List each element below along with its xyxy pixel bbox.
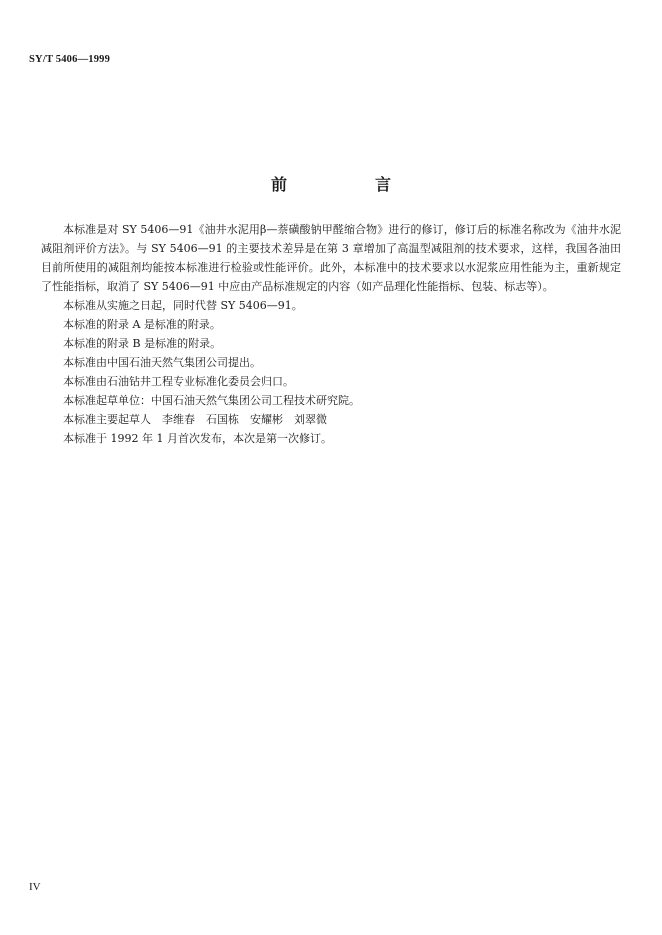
foreword-line-drafting-unit: 本标准起草单位：中国石油天然气集团公司工程技术研究院。 xyxy=(63,394,360,407)
foreword-line-appendix-b: 本标准的附录 B 是标准的附录。 xyxy=(63,337,222,350)
page-title: 前 言 xyxy=(270,175,427,194)
foreword-body xyxy=(41,220,621,448)
foreword-line-drafters: 本标准主要起草人 李维春 石国栋 安耀彬 刘翠微 xyxy=(63,413,327,426)
foreword-line-proposed-by: 本标准由中国石油天然气集团公司提出。 xyxy=(63,356,261,369)
foreword-line-appendix-a: 本标准的附录 A 是标准的附录。 xyxy=(63,318,221,331)
foreword-line-history: 本标准于 1992 年 1 月首次发布，本次是第一次修订。 xyxy=(63,432,332,445)
document-code-header: SY/T 5406—1999 xyxy=(29,54,111,65)
foreword-paragraph-1: 本标准是对 SY 5406—91《油井水泥用β—萘磺酸钠甲醛缩合物》进行的修订，修订后的标准名称改为《油井水泥减阻剂评价方法》。与 SY 5406—91 的主要技术差异是在第 3 章增加了高温型减阻剂的技术要求，这样，我国各油田目前所使用的减阻剂均能按本标准进行检验或性能评价。此外，本标准中的技术要求以水泥浆应用性能为主，重新规定了性能指标，取消了 SY 5406—91 中应由产品标准规定的内容（如产品理化性能指标、包装、标志等）。 xyxy=(41,223,621,293)
foreword-line-centralized-by: 本标准由石油钻井工程专业标准化委员会归口。 xyxy=(63,375,294,388)
page-number: IV xyxy=(29,881,41,893)
foreword-line-replaces: 本标准从实施之日起，同时代替 SY 5406—91。 xyxy=(63,299,303,312)
